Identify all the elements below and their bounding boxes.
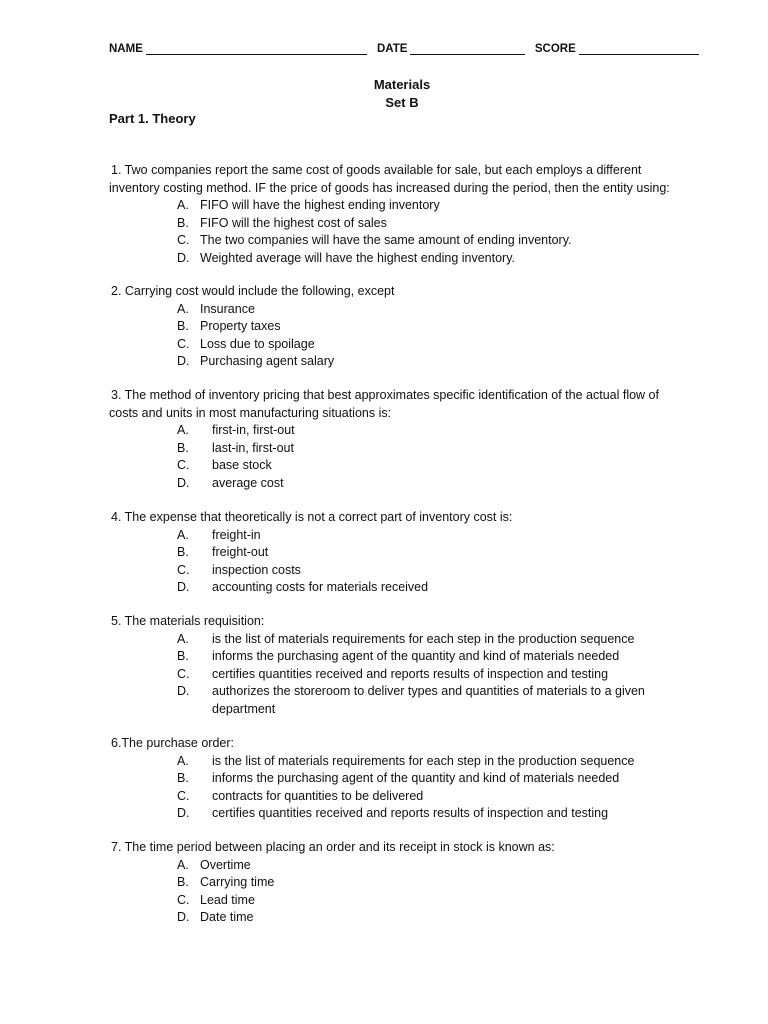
option-a [177,422,689,440]
option-text: FIFO will the highest cost of sales [200,215,387,230]
option-letter: D. [177,684,190,698]
option-d [177,475,689,493]
question-6 [109,735,689,823]
option-a [177,527,689,545]
option-text: certifies quantities received and reports results of inspection and testing [212,666,609,681]
option-letter: D. [177,250,190,265]
question-stem: 1. Two companies report the same cost of goods available for sale, but each employs a different inventory costing method. IF the price of goods has increased during the period, then the entity using: [109,163,670,195]
option-text: informs the purchasing agent of the quantity and kind of materials needed [212,649,620,663]
option-d [177,579,689,597]
option-text: Purchasing agent salary [200,354,335,368]
option-letter: B. [177,215,189,230]
option-letter: C. [177,788,190,803]
document-title: Materials [373,77,431,92]
question-stem: 2. Carrying cost would include the following, except [111,284,395,298]
question-1 [109,162,689,267]
question-5 [109,613,689,718]
option-d [177,250,689,268]
option-d [177,683,689,718]
option-text: Lead time [200,892,255,907]
option-letter: A. [177,301,189,316]
option-letter: D. [177,354,190,368]
question-stem: 5. The materials requisition: [111,614,265,628]
question-stem: 6.The purchase order: [111,736,234,750]
option-letter: A. [177,753,189,768]
name-blank [146,42,367,55]
option-list [109,753,689,823]
option-b [177,215,689,233]
name-label: NAME [109,43,143,55]
option-c [177,666,689,684]
option-letter: B. [177,875,189,889]
option-b [177,648,689,666]
option-text: Weighted average will have the highest ending inventory. [200,250,516,265]
option-letter: B. [177,649,189,663]
option-b [177,440,689,458]
option-letter: A. [177,527,189,542]
option-text: freight-out [212,545,269,559]
option-a [177,753,689,771]
option-b [177,318,689,336]
option-text: first-in, first-out [212,423,295,437]
question-stem: 4. The expense that theoretically is not a correct part of inventory cost is: [111,510,513,524]
option-text: contracts for quantities to be delivered [212,788,424,803]
option-letter: B. [177,771,189,785]
option-letter: C. [177,666,190,681]
option-text: is the list of materials requirements for each step in the production sequence [212,753,635,768]
option-letter: D. [177,580,190,594]
option-c [177,562,689,580]
option-list [109,197,689,267]
option-text: is the list of materials requirements for each step in the production sequence [212,631,635,646]
option-a [177,631,689,649]
option-d [177,805,689,823]
option-text: The two companies will have the same amount of ending inventory. [200,233,572,247]
score-blank [579,42,699,55]
option-letter: A. [177,198,189,212]
question-stem: 7. The time period between placing an order and its receipt in stock is known as: [111,840,555,854]
part-heading: Part 1. Theory [109,111,196,126]
option-letter: B. [177,440,189,455]
option-b [177,544,689,562]
option-letter: D. [177,475,190,490]
option-letter: A. [177,423,189,437]
option-letter: C. [177,336,190,351]
option-text: Carrying time [200,875,275,889]
option-letter: B. [177,545,189,559]
student-info-header [109,42,699,55]
document-subtitle: Set B [385,95,419,110]
question-4 [109,509,689,597]
option-letter: D. [177,806,190,820]
option-letter: C. [177,562,190,577]
option-list [109,527,689,597]
option-letter: B. [177,319,189,333]
option-list [109,857,689,927]
option-a [177,197,689,215]
option-text: Loss due to spoilage [200,336,315,351]
option-text: authorizes the storeroom to deliver types and quantities of materials to a given department [212,684,645,716]
date-label: DATE [376,43,408,55]
option-text: accounting costs for materials received [212,580,429,594]
score-label: SCORE [534,43,576,55]
option-text: inspection costs [212,562,301,577]
option-d [177,909,689,927]
option-d [177,353,689,371]
option-c [177,892,689,910]
option-c [177,232,689,250]
option-list [109,631,689,719]
option-text: average cost [212,475,284,490]
option-b [177,874,689,892]
date-blank [410,42,524,55]
option-c [177,336,689,354]
option-text: Insurance [200,301,255,316]
option-letter: D. [177,910,190,924]
option-text: Overtime [200,857,251,872]
option-text: informs the purchasing agent of the quantity and kind of materials needed [212,771,620,785]
option-text: base stock [212,458,272,472]
option-text: freight-in [212,527,261,542]
option-text: last-in, first-out [212,440,294,455]
option-list [109,422,689,492]
question-2 [109,283,689,371]
option-text: FIFO will have the highest ending inventory [200,198,440,212]
question-stem: 3. The method of inventory pricing that best approximates specific identification of the actual flow of costs and units in most manufacturing situations is: [109,388,659,420]
option-text: Property taxes [200,319,281,333]
option-c [177,788,689,806]
question-7 [109,839,689,927]
option-text: certifies quantities received and reports results of inspection and testing [212,806,609,820]
option-letter: C. [177,892,190,907]
option-letter: A. [177,631,189,646]
option-letter: C. [177,233,190,247]
option-a [177,301,689,319]
option-a [177,857,689,875]
option-c [177,457,689,475]
option-letter: C. [177,458,190,472]
question-3 [109,387,689,492]
option-text: Date time [200,910,254,924]
option-b [177,770,689,788]
option-list [109,301,689,371]
option-letter: A. [177,857,189,872]
